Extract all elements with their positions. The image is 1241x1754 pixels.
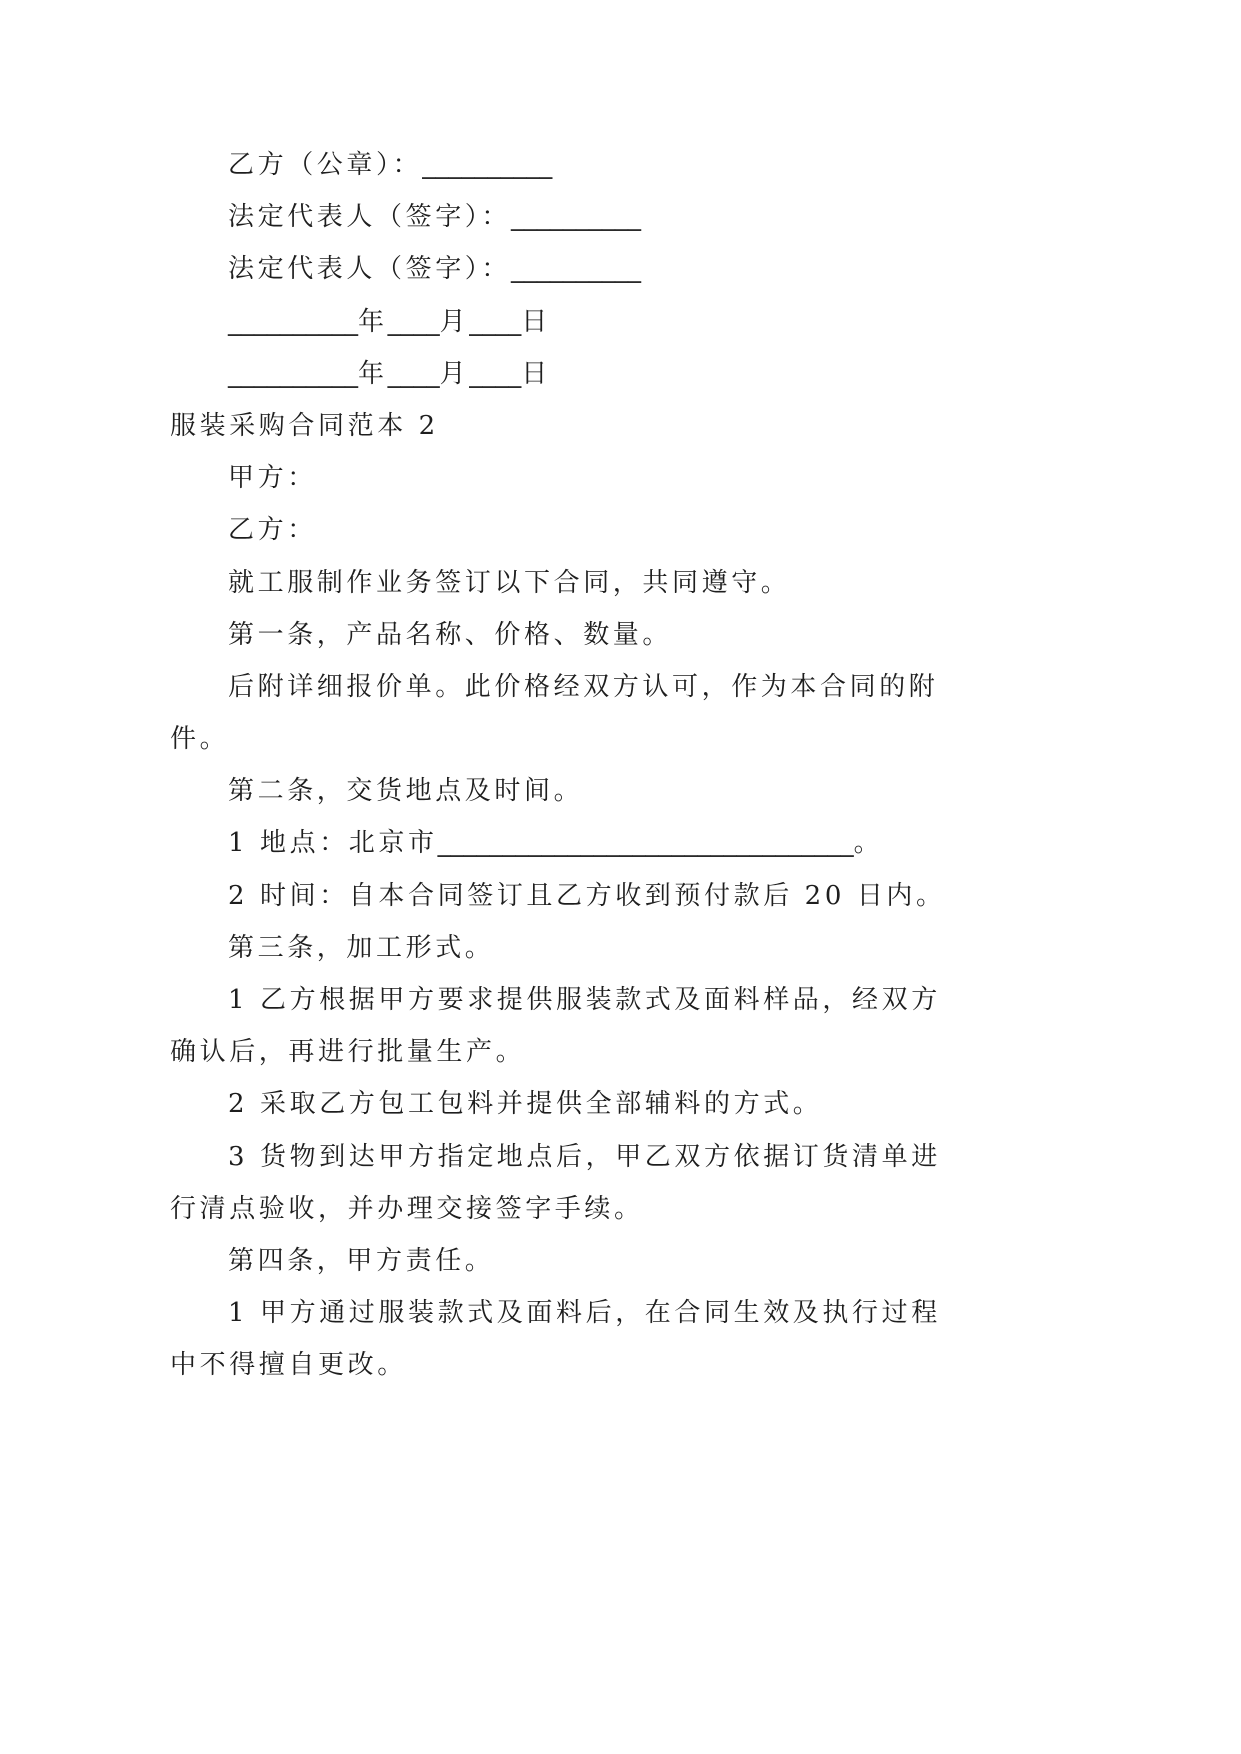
day-blank: ____ <box>469 306 522 337</box>
date-line-1 <box>170 296 1241 348</box>
day-label: 日 <box>521 306 551 337</box>
delivery-location-blank: ________________________________ <box>437 828 854 859</box>
delivery-location-line <box>170 817 1241 869</box>
article-4-heading: 第四条，甲方责任。 <box>228 1245 495 1276</box>
party-a-line: 甲方： <box>228 463 317 494</box>
year-label: 年 <box>358 358 388 389</box>
delivery-location-end: 。 <box>853 828 884 859</box>
year-blank: __________ <box>228 358 358 389</box>
article-3-item-line: 2 采取乙方包工包料并提供全部辅料的方式。 <box>228 1089 823 1120</box>
article-3-item-line: 确认后，再进行批量生产。 <box>170 1037 526 1068</box>
article-3-item-line: 1 乙方根据甲方要求提供服装款式及面料样品，经双方 <box>228 985 941 1015</box>
year-label: 年 <box>358 306 388 337</box>
legal-rep-blank: __________ <box>511 202 642 233</box>
legal-rep-label: 法定代表人（签字）： <box>228 202 512 233</box>
day-blank: ____ <box>469 358 522 389</box>
delivery-time-line: 2 时间：自本合同签订且乙方收到预付款后 20 日内。 <box>228 880 946 911</box>
month-label: 月 <box>439 306 470 337</box>
contract-body <box>170 400 1241 1392</box>
legal-rep-line-1 <box>170 191 1241 243</box>
article-3-item-line: 3 货物到达甲方指定地点后，甲乙双方依据订货清单进 <box>228 1141 941 1172</box>
legal-rep-blank: __________ <box>511 254 642 285</box>
article-3-heading: 第三条，加工形式。 <box>228 932 495 963</box>
intro-paragraph: 就工服制作业务签订以下合同，共同遵守。 <box>228 567 791 598</box>
date-line-2 <box>170 348 1241 400</box>
article-4-item-line: 1 甲方通过服装款式及面料后，在合同生效及执行过程 <box>228 1298 941 1329</box>
article-2-heading: 第二条，交货地点及时间。 <box>228 776 584 807</box>
legal-rep-line-2 <box>170 243 1241 295</box>
day-label: 日 <box>521 358 551 389</box>
article-4-item-line: 中不得擅自更改。 <box>170 1350 407 1381</box>
delivery-location-label: 1 地点：北京市 <box>228 828 438 859</box>
year-blank: __________ <box>228 306 358 337</box>
month-blank: ____ <box>387 358 440 389</box>
article-1-heading: 第一条，产品名称、价格、数量。 <box>228 619 673 650</box>
article-1-text-line: 后附详细报价单。此价格经双方认可，作为本合同的附 <box>228 671 939 702</box>
article-3-item-line: 行清点验收，并办理交接签字手续。 <box>170 1193 644 1224</box>
contract-title: 服装采购合同范本 2 <box>170 410 439 441</box>
party-b-seal-label: 乙方（公章）： <box>228 150 423 180</box>
article-1-text-line: 件。 <box>170 724 230 755</box>
party-b-seal-blank: __________ <box>422 150 553 180</box>
party-b-seal-line <box>170 139 1241 191</box>
party-b-line: 乙方： <box>228 515 317 546</box>
month-label: 月 <box>439 358 470 389</box>
month-blank: ____ <box>387 306 440 337</box>
legal-rep-label: 法定代表人（签字）： <box>228 254 512 285</box>
signature-block <box>170 139 1241 400</box>
